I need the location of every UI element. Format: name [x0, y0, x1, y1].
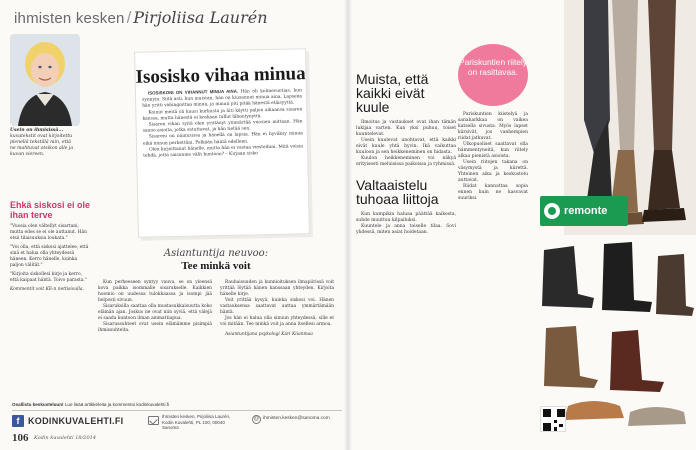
email-address[interactable]: ihmisten.kesken@sanoma.com — [263, 416, 330, 421]
portrait-caption-text: kuvatekstit ovat kirjoitettu pienellä tekstillä niin, että ne mahtuvat otsikon alle ja kuvan viereen. — [10, 134, 74, 157]
portrait-image — [10, 34, 80, 126]
brand-name: remonte — [564, 205, 608, 217]
right-column-2 — [458, 44, 528, 202]
body-para: Kuuntele ja anna toiselle tilaa. Sovi yhdessä, miten asiat hoidetaan. — [356, 224, 456, 235]
expert-para: Kun perheeseen syntyy vauva, se on yleensä kova paikka isommalle sisarukselle. Kaikkien huomio on uudessa tulokkaassa ja isompi jää helposti sivuun. — [98, 280, 212, 303]
body-para: Pariskuntien kiistelyä ja sanaharkkaa on vaikea katsella sivusta. Myös lapset kärsivät, jos vanhempien riidat jatkuvat. — [458, 112, 528, 141]
expert-column-1 — [98, 280, 212, 338]
expert-kicker: Asiantuntija neuvoo: — [163, 248, 269, 259]
portrait-caption-bold: Usein on ihmisissä... — [10, 128, 64, 133]
body-para: Ilmoitus ja vastaukset ovat ihan tämän lukijaa varten. Kun yksi puhuu, toiset kuuntelevat. — [356, 120, 456, 137]
website-link[interactable] — [12, 415, 123, 427]
section-heading-hearing: Muista, että kaikki eivät kuule — [356, 71, 429, 115]
expert-para: Jos hän ei halua olla sinuun yhteydessä, sille et voi mitään. Tee minkä voit ja anna itsellesi armoa. — [220, 316, 334, 327]
tip-item: "Kirjoita siskollesi kirje ja kerro, että kaipaat häntä. Toivo parasta." — [10, 272, 87, 283]
discussion-note-text: Lue lisää artikkeleita ja kommentoi kodinkuvalehti.fi — [64, 402, 170, 407]
postal-address: Ihmisten kesken, Pirjoliisa Laurén, Kodin Kuvalehti, PL 100, 00040 Sanoma — [162, 414, 231, 431]
expert-signature: Asiantuntijana psykologi Kari Kiianmaa — [225, 332, 313, 337]
expert-para: Sisarussuhteet ovat usein elämämme pisimpiä ihmissuhteita. — [98, 322, 212, 333]
letter-card — [134, 48, 310, 238]
left-footer — [0, 398, 348, 450]
body-para: Usein kuulevat unohtavat, että kaikki eivät kuule yhtä hyvin. Ikä vaikuttaa kuuloon ja sen heikkeneminen on hidasta. — [356, 138, 456, 155]
expert-para: Sisaruksilla saattaa olla mustasukkaisuutta koko elämän ajan. Joskus ne ovat niin syviä, että välejä ei saada kuntoon ilman ammattiapua. — [98, 304, 212, 321]
tips-list — [10, 224, 92, 293]
advert-area — [534, 0, 696, 450]
facebook-icon[interactable]: f — [12, 415, 24, 427]
body-para: Ulkopuoliset saattavat olla hämmentyneitä, kun riitely alkaa pienistä asioista. — [458, 142, 528, 159]
portrait-caption — [10, 128, 76, 158]
expert-title: Tee minkä voit — [181, 260, 251, 272]
power-struggle-text — [356, 212, 456, 236]
article-body — [142, 87, 303, 160]
expert-advice — [98, 248, 334, 338]
tip-item: "Vuosia olen vältellyt sisartani, mutta edes se ei ole auttanut. Hän etsii tilaisuuksia loukata." — [10, 224, 87, 241]
brand-logo — [540, 196, 628, 226]
expert-column-2 — [220, 280, 334, 338]
section-title: ihmisten kesken — [14, 10, 125, 27]
arguing-text — [458, 112, 528, 202]
column-header — [14, 8, 268, 30]
tips-title: Ehkä siskosi ei ole ihan terve — [10, 200, 91, 220]
article-para-1: Koinut meitä oli kuusi kurkusta ja äiti käytti paljon aikaansa sisaren kanssa, mutta hänestä ei koskaan tullut lähentynyttä. — [142, 106, 303, 122]
page-gutter — [344, 0, 352, 450]
footer-divider — [12, 410, 342, 411]
expert-para: Voit yrittää kysyä, kuinka siskosi voi. Hänen vastauksensa saattavat auttaa ymmärtämään häntä. — [220, 298, 334, 315]
article-para-2: Sisaren vihan syitä olen yrittänyt ymmärtää vuosien mittaan. Hän sanoo asioita, jotka satuttavat, ja hän tietää sen. — [142, 119, 303, 134]
expert-para: Rauhaisuuden ja kunnioituksen ilmapiirissä voit yrittää löytää hänen kanssaan yhteyden. Kirjoita hänelle kirje. — [220, 280, 334, 297]
website-url[interactable]: KODINKUVALEHTI.FI — [28, 416, 124, 426]
article-title: Isosisko vihaa minua — [135, 63, 306, 88]
page-number: 106 — [12, 432, 29, 444]
section-heading-power-struggle: Valtaaistelu tuhoaa liittoja — [356, 177, 439, 207]
discussion-note-bold: Osallistu keskusteluun! — [12, 402, 64, 407]
envelope-icon — [148, 416, 159, 425]
author-portrait — [10, 34, 80, 126]
at-sign-icon: @ — [253, 416, 260, 422]
body-para: Kuulon heikkeneminen voi näkyä erityisesti meluisissa paikoissa ja ryhmissä. — [356, 156, 456, 167]
right-page — [348, 0, 696, 450]
hearing-text — [356, 120, 456, 168]
article-lead: ISOSISKONI ON VIHANNUT MINUA AINA. — [147, 88, 239, 96]
article-para-3: Sisareni on naimisissa ja hänellä on lapsia. Hän ei hyväksy minua eikä minun perhettäni. Pelkään häntä edelleen. — [142, 131, 303, 147]
article-para-0: Hän oli kolmevuotias, kun synnyin. Siitä asti, kun muistan, hän on kiusannut minua aina. Lapsena hän yritti vahingoittaa minua, ja minun piti pitää hänestä etäisyyttä. — [142, 88, 303, 110]
author-signature: Pirjoliisa Laurén — [133, 8, 268, 27]
qr-code[interactable] — [540, 406, 566, 432]
body-para: Usein riitojen takana on väsymystä ja kiirettä. Yhteinen aika ja keskustelu auttavat. — [458, 160, 528, 183]
magazine-issue: Kodin kuvalehti 18/2014 — [34, 435, 97, 441]
tips-comment: Kommentit voit KE:n nettisivulla. — [10, 287, 84, 292]
article-para-4: Olen kirjoittanut hänelle, mutta hän ei vastaa viesteihini. Mitä voisin tehdä, jotta saisimme välit kuntoon? – Kirjaan sisko — [143, 144, 304, 159]
expert-columns — [98, 280, 334, 338]
discussion-note — [12, 402, 169, 407]
brand-logo-icon — [544, 203, 560, 219]
header-slash: / — [126, 8, 132, 27]
reader-tips — [10, 200, 92, 296]
pull-quote-bubble: Pariskuntien riitely on rasittavaa. — [458, 44, 528, 106]
body-para: Kun kumpikin haluaa päättää kaikesta, suhde muuttuu kilpailuksi. — [356, 212, 456, 223]
tip-item: "Voi olla, että siskosi ajattelee, että sinä et halua olla yhteydessä häneen. Kerro hänelle, kuinka paljon välität." — [10, 245, 89, 268]
body-para: Riidat kannattaa sopia ennen kuin ne kasvavat suuriksi. — [458, 184, 528, 201]
right-column-1 — [356, 72, 456, 236]
